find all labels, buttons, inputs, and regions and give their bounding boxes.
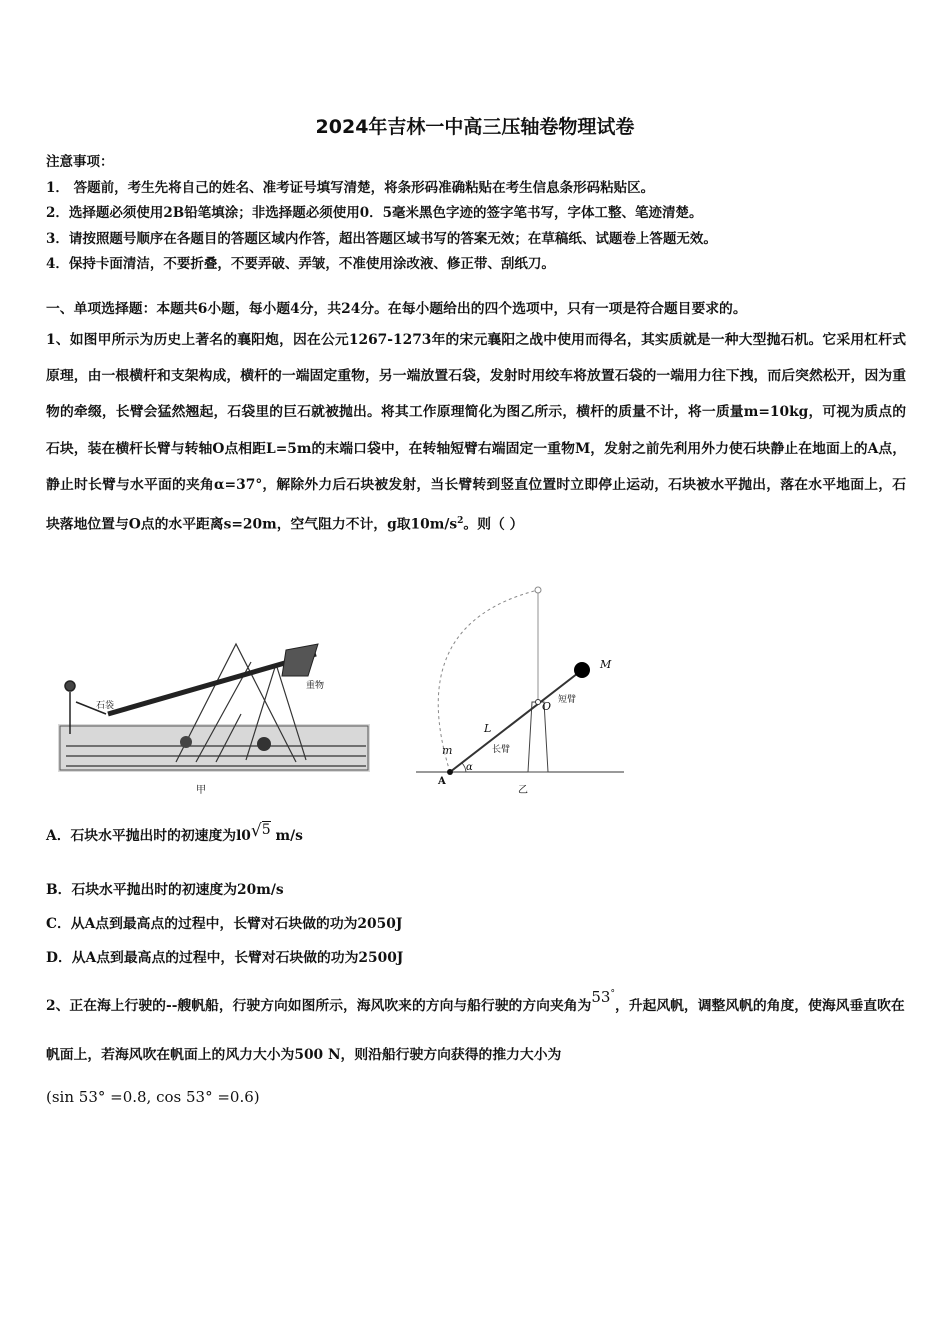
notes-item: 2．选择题必须使用2B铅笔填涂；非选择题必须使用0．5毫米黑色字迹的签字笔书写，字体工整、笔迹清楚。	[46, 205, 703, 221]
question-1-text	[46, 322, 906, 543]
option-c: C．从A点到最高点的过程中，长臂对石块做的功为2050J	[46, 916, 403, 932]
caption-yi: 乙	[518, 785, 528, 796]
notes-heading: 注意事项：	[46, 154, 114, 170]
q1-superscript: 2	[457, 516, 464, 527]
label-short-arm: 短臂	[558, 695, 577, 705]
option-d: D．从A点到最高点的过程中，长臂对石块做的功为2500J	[46, 950, 404, 966]
q1-text-part2: 。则（ ）	[463, 516, 524, 533]
q2-angle	[591, 988, 615, 1006]
notes-item: 4．保持卡面清洁，不要折叠，不要弄破、弄皱，不准使用涂改液、修正带、刮纸刀。	[46, 256, 555, 272]
label-stone-bag: 石袋	[96, 701, 115, 711]
label-weight: 重物	[306, 681, 325, 691]
label-A: A	[438, 776, 446, 787]
option-a	[46, 821, 303, 845]
label-L: L	[484, 722, 492, 735]
question-2-text	[46, 978, 906, 1080]
option-a-root: 5	[261, 822, 271, 838]
notes-item: 1． 答题前，考生先将自己的姓名、准考证号填写清楚，将条形码准确粘贴在考生信息条形码粘贴区。	[46, 179, 655, 196]
notes-item: 3．请按照题号顺序在各题目的答题区域内作答，超出答题区域书写的答案无效；在草稿纸、试题卷上答题无效。	[46, 230, 717, 247]
caption-jia: 甲	[196, 785, 206, 796]
q2-degree: °	[610, 989, 615, 999]
label-alpha: α	[466, 762, 473, 773]
label-long-arm: 长臂	[492, 745, 511, 755]
label-M: M	[600, 658, 612, 671]
label-O: O	[542, 700, 552, 713]
figures	[46, 584, 926, 800]
page-title: 2024年吉林一中高三压轴卷物理试卷	[315, 116, 635, 138]
trebuchet-illustration	[46, 584, 386, 800]
q2-angle-value: 53	[591, 988, 611, 1006]
option-a-unit: m/s	[270, 828, 303, 844]
q2-text-part1: 2、正在海上行驶的--艘帆船，行驶方向如图所示，海风吹来的方向与船行驶的方向夹角为	[46, 998, 592, 1014]
section-heading: 一、单项选择题：本题共6小题，每小题4分，共24分。在每小题给出的四个选项中，只有一项是符合题目要求的。	[46, 301, 747, 317]
notes-block	[46, 150, 916, 278]
lever-diagram	[414, 584, 654, 800]
option-b: B．石块水平抛出时的初速度为20m/s	[46, 882, 284, 898]
trig-values: (sin 53° =0.8, cos 53° =0.6)	[46, 1088, 260, 1106]
q2-text-part2: ，升起风帆，调整风帆的角度，使海风垂直吹在帆面上，若海风吹在帆面上的风力大小为500 N，则沿船行驶方向获得的推力大小为	[46, 998, 905, 1063]
sqrt-symbol: √	[250, 821, 262, 841]
q1-text-part1: 1、如图甲所示为历史上著名的襄阳炮，因在公元1267-1273年的宋元襄阳之战中使用而得名，其实质就是一种大型抛石机。它采用杠杆式原理，由一根横杆和支架构成，横杆的一端固定重物，另一端放置石袋，发射时用绞车将放置石袋的一端用力往下拽，而后突然松开，因为重物的牵缀，长臂会猛然翘起，石袋里的巨石就被抛出。将其工作原理简化为图乙所示，横杆的质量不计，将一质量m=10kg，可视为质点的石块，装在横杆长臂与转轴O点相距L=5m的末端口袋中，在转轴短臂右端固定一重物M，发射之前先利用外力使石块静止在地面上的A点，静止时长臂与水平面的夹角α=37°，解除外力后石块被发射，当长臂转到竖直位置时立即停止运动，石块被水平抛出，落在水平地面上，石块落地位置与O点的水平距离s=20m，空气阻力不计，g取10m/s	[46, 332, 906, 533]
label-m: m	[442, 744, 453, 757]
option-a-text: A．石块水平抛出时的初速度为l0	[46, 828, 251, 844]
